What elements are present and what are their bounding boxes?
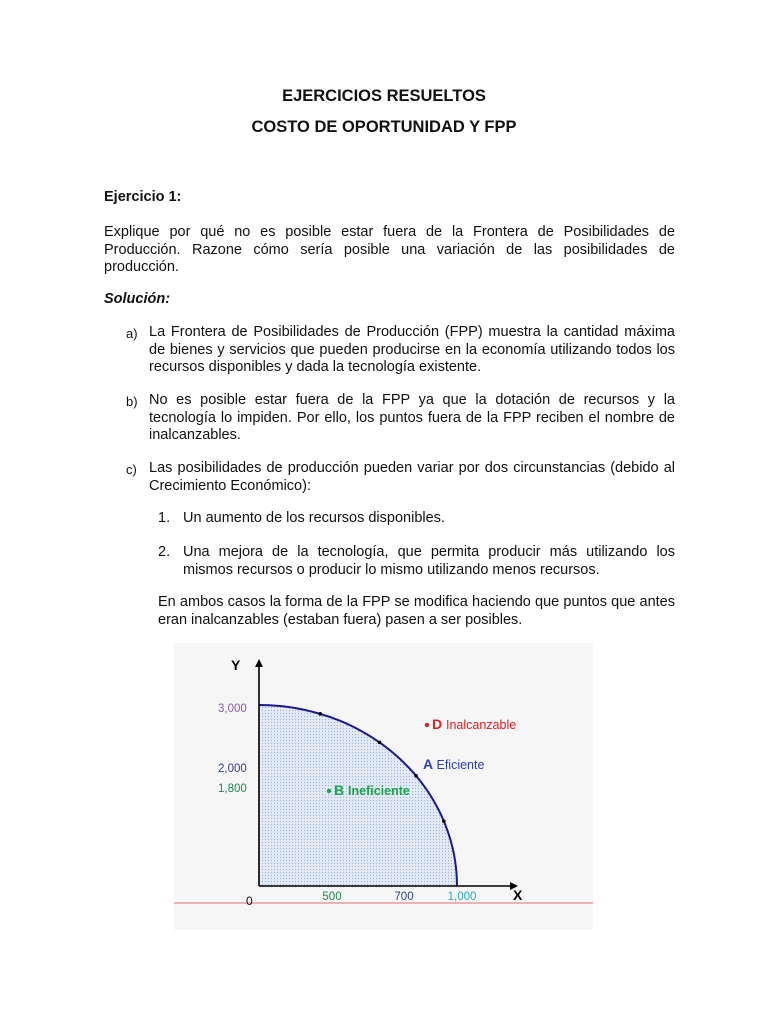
fpp-chart [174,643,593,930]
item-text-c: Las posibilidades de producción pueden variar por dos circunstancias (debido al Crecimiento Económico): [149,460,675,494]
curve-dot [414,774,418,778]
solution-heading: Solución: [104,291,171,307]
numbered-2-text: Una mejora de la tecnología, que permita producir más utilizando los mismos recursos o producir lo mismo utilizando menos recursos. [183,544,675,578]
numbered-1-text: Un aumento de los recursos disponibles. [183,510,445,526]
point-b-marker [327,789,331,793]
point-d-marker [425,723,429,727]
closing-text: En ambos casos la forma de la FPP se modifica haciendo que puntos que antes eran inalcanzables (estaban fuera) pasen a ser posibles. [158,594,675,628]
x-tick-label: 700 [394,891,414,903]
item-label-b: b) [126,394,138,409]
x-tick-label: 500 [322,891,342,903]
y-tick-label: 3,000 [218,703,247,715]
numbered-2-num: 2. [158,544,171,560]
curve-dot [442,819,446,823]
numbered-1-num: 1. [158,510,171,526]
y-tick-label: 2,000 [218,763,247,775]
point-b-label: B Ineficiente [334,782,410,798]
page-subtitle: COSTO DE OPORTUNIDAD Y FPP [251,118,517,136]
page-title: EJERCICIOS RESUELTOS [282,87,486,105]
x-axis-label: X [513,887,523,903]
y-axis-label: Y [231,657,241,673]
origin-label: 0 [246,894,253,908]
curve-dot [318,712,322,716]
item-label-a: a) [126,326,138,341]
exercise-text: Explique por qué no es posible estar fuera de la Frontera de Posibilidades de Producción. Razone cómo sería posible una variación de las posibilidades de producción. [104,224,675,275]
item-label-c: c) [126,462,137,477]
y-tick-label: 1,800 [218,783,247,795]
item-text-b: No es posible estar fuera de la FPP ya que la dotación de recursos y la tecnología lo impiden. Por ello, los puntos fuera de la FPP reciben el nombre de inalcanzables. [149,392,675,443]
curve-dot [378,741,382,745]
point-d-label: D Inalcanzable [432,716,517,732]
x-tick-label: 1,000 [447,891,477,903]
item-text-a: La Frontera de Posibilidades de Producción (FPP) muestra la cantidad máxima de bienes y servicios que pueden producirse en la economía utilizando todos los recursos disponibles y dada la tecnología existente. [149,324,675,375]
point-a-label: A Eficiente [423,756,485,772]
exercise-heading: Ejercicio 1: [104,189,182,205]
